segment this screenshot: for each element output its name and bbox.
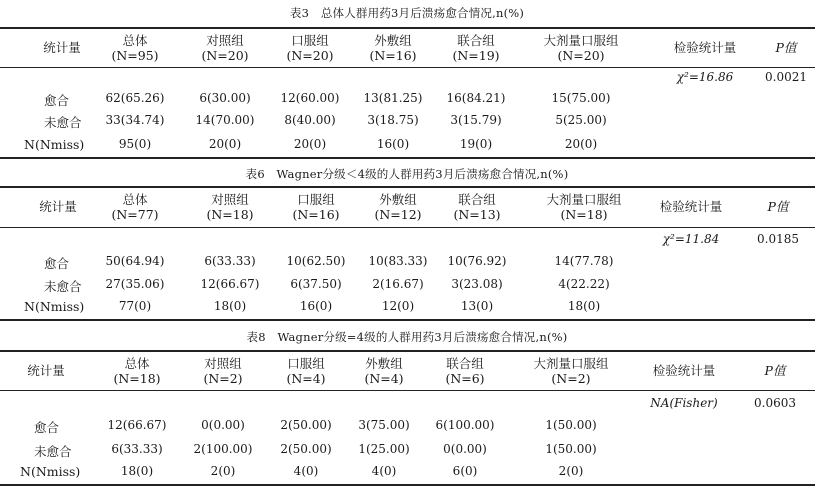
table-caption: 表8 Wagner分级=4级的人群用药3月后溃疡愈合情况,n(%) [246, 330, 568, 344]
table-cell: 20(0) [564, 137, 598, 151]
table-cell: 5(25.00) [555, 113, 607, 127]
p-value: 0.0603 [754, 396, 796, 410]
table-cell: 0(0.00) [443, 442, 487, 456]
table-cell: 77(0) [118, 299, 152, 313]
table-cell: 3(15.79) [450, 113, 502, 127]
row-label: N(Nmiss) [20, 464, 81, 479]
table-cell: 8(40.00) [284, 113, 336, 127]
table-cell: 18(0) [213, 299, 247, 313]
group-name: 总体 [122, 192, 148, 207]
group-name: 大剂量口服组 [546, 192, 622, 207]
group-column-header [203, 356, 242, 386]
table-cell: 12(66.67) [200, 277, 260, 291]
group-sample-size: (N=20) [201, 48, 249, 63]
table-cell: 4(0) [371, 464, 397, 478]
group-name: 联合组 [457, 33, 495, 48]
group-sample-size: (N=2) [203, 371, 243, 386]
group-name: 总体 [124, 356, 150, 371]
table-cell: 33(34.74) [105, 113, 165, 127]
group-name: 大剂量口服组 [543, 33, 619, 48]
table-cell: 1(50.00) [545, 418, 597, 432]
group-name: 外敷组 [379, 192, 417, 207]
group-sample-size: (N=12) [374, 207, 422, 222]
p-value-header: P值 [764, 363, 786, 378]
table-cell: 19(0) [459, 137, 493, 151]
row-label: 未愈合 [44, 279, 82, 294]
group-sample-size: (N=20) [557, 48, 605, 63]
table-cell: 2(0) [558, 464, 584, 478]
table-cell: 27(35.06) [105, 277, 165, 291]
group-sample-size: (N=4) [364, 371, 404, 386]
group-column-header [533, 356, 608, 386]
table-cell: 12(0) [381, 299, 415, 313]
row-label: 愈合 [34, 420, 60, 435]
group-column-header [546, 192, 621, 222]
group-sample-size: (N=18) [113, 371, 161, 386]
table-cell: 0(0.00) [201, 418, 245, 432]
table-cell: 13(0) [460, 299, 494, 313]
row-label: N(Nmiss) [24, 299, 85, 314]
table-caption: 表3 总体人群用药3月后溃疡愈合情况,n(%) [289, 6, 525, 20]
table-cell: 6(33.33) [204, 254, 256, 268]
group-sample-size: (N=20) [286, 48, 334, 63]
test-statistic-header: 检验统计量 [652, 363, 716, 378]
group-column-header [201, 33, 248, 63]
group-column-header [113, 356, 160, 386]
table-cell: 12(66.67) [107, 418, 167, 432]
table-cell: 6(33.33) [111, 442, 163, 456]
table-top-rule [0, 186, 815, 188]
group-column-header [543, 33, 618, 63]
table-bottom-rule [0, 157, 815, 159]
table-cell: 20(0) [208, 137, 242, 151]
table-cell: 13(81.25) [363, 91, 423, 105]
p-value: 0.0021 [765, 70, 807, 84]
table-cell: 2(50.00) [280, 418, 332, 432]
p-value: 0.0185 [757, 232, 799, 246]
group-sample-size: (N=2) [551, 371, 591, 386]
stat-column-header: 统计量 [43, 40, 81, 55]
stat-column-header: 统计量 [39, 199, 77, 214]
table-cell: 16(0) [299, 299, 333, 313]
group-name: 联合组 [458, 192, 496, 207]
table-cell: 4(0) [293, 464, 319, 478]
group-name: 总体 [122, 33, 148, 48]
group-column-header [111, 33, 158, 63]
group-column-header [111, 192, 158, 222]
table-cell: 16(0) [376, 137, 410, 151]
table-cell: 6(100.00) [435, 418, 495, 432]
group-column-header [364, 356, 403, 386]
p-value-header: P值 [767, 199, 789, 214]
table-cell: 2(16.67) [372, 277, 424, 291]
group-column-header [286, 356, 325, 386]
table-cell: 15(75.00) [551, 91, 611, 105]
table-cell: 14(77.78) [554, 254, 614, 268]
group-sample-size: (N=95) [111, 48, 159, 63]
table-cell: 12(60.00) [280, 91, 340, 105]
table-bottom-rule [0, 484, 815, 486]
group-name: 口服组 [297, 192, 335, 207]
table-header-rule [0, 227, 815, 228]
table-top-rule [0, 27, 815, 29]
group-sample-size: (N=18) [206, 207, 254, 222]
group-column-header [374, 192, 421, 222]
table-header-rule [0, 390, 815, 391]
table-header-rule [0, 67, 815, 68]
group-name: 对照组 [204, 356, 242, 371]
test-statistic-header: 检验统计量 [659, 199, 723, 214]
group-name: 联合组 [446, 356, 484, 371]
row-label: 未愈合 [44, 115, 82, 130]
group-sample-size: (N=4) [286, 371, 326, 386]
table-cell: 50(64.94) [105, 254, 165, 268]
table-cell: 1(25.00) [358, 442, 410, 456]
group-column-header [206, 192, 253, 222]
table-cell: 6(30.00) [199, 91, 251, 105]
table-cell: 4(22.22) [558, 277, 610, 291]
table-top-rule [0, 350, 815, 352]
table-cell: 1(50.00) [545, 442, 597, 456]
group-sample-size: (N=6) [445, 371, 485, 386]
table-cell: 10(62.50) [286, 254, 346, 268]
group-column-header [452, 33, 499, 63]
group-name: 口服组 [287, 356, 325, 371]
test-statistic-value: χ²=11.84 [662, 232, 720, 246]
group-sample-size: (N=19) [452, 48, 500, 63]
group-sample-size: (N=16) [369, 48, 417, 63]
group-name: 外敷组 [374, 33, 412, 48]
group-name: 外敷组 [365, 356, 403, 371]
table-cell: 6(37.50) [290, 277, 342, 291]
group-name: 对照组 [211, 192, 249, 207]
table-cell: 3(75.00) [358, 418, 410, 432]
stat-column-header: 统计量 [27, 363, 65, 378]
table-cell: 6(0) [452, 464, 478, 478]
table-cell: 18(0) [567, 299, 601, 313]
row-label: 愈合 [44, 93, 70, 108]
table-cell: 3(23.08) [451, 277, 503, 291]
test-statistic-header: 检验统计量 [673, 40, 737, 55]
table-cell: 95(0) [118, 137, 152, 151]
group-name: 对照组 [206, 33, 244, 48]
group-column-header [453, 192, 500, 222]
table-cell: 2(100.00) [193, 442, 253, 456]
table-cell: 18(0) [120, 464, 154, 478]
group-sample-size: (N=77) [111, 207, 159, 222]
table-cell: 16(84.21) [446, 91, 506, 105]
table-cell: 10(83.33) [368, 254, 428, 268]
test-statistic-value: NA(Fisher) [650, 396, 718, 410]
group-name: 大剂量口服组 [533, 356, 609, 371]
table-caption: 表6 Wagner分级＜4级的人群用药3月后溃疡愈合情况,n(%) [245, 167, 569, 181]
group-sample-size: (N=18) [560, 207, 608, 222]
table-cell: 14(70.00) [195, 113, 255, 127]
table-cell: 10(76.92) [447, 254, 507, 268]
row-label: N(Nmiss) [24, 137, 85, 152]
group-column-header [445, 356, 484, 386]
row-label: 未愈合 [34, 444, 72, 459]
table-cell: 2(50.00) [280, 442, 332, 456]
group-column-header [292, 192, 339, 222]
row-label: 愈合 [44, 256, 70, 271]
p-value-header: P值 [775, 40, 797, 55]
table-bottom-rule [0, 319, 815, 321]
group-column-header [286, 33, 333, 63]
table-cell: 3(18.75) [367, 113, 419, 127]
group-column-header [369, 33, 416, 63]
group-sample-size: (N=16) [292, 207, 340, 222]
group-sample-size: (N=13) [453, 207, 501, 222]
table-cell: 20(0) [293, 137, 327, 151]
table-cell: 2(0) [210, 464, 236, 478]
test-statistic-value: χ²=16.86 [676, 70, 734, 84]
table-cell: 62(65.26) [105, 91, 165, 105]
group-name: 口服组 [291, 33, 329, 48]
